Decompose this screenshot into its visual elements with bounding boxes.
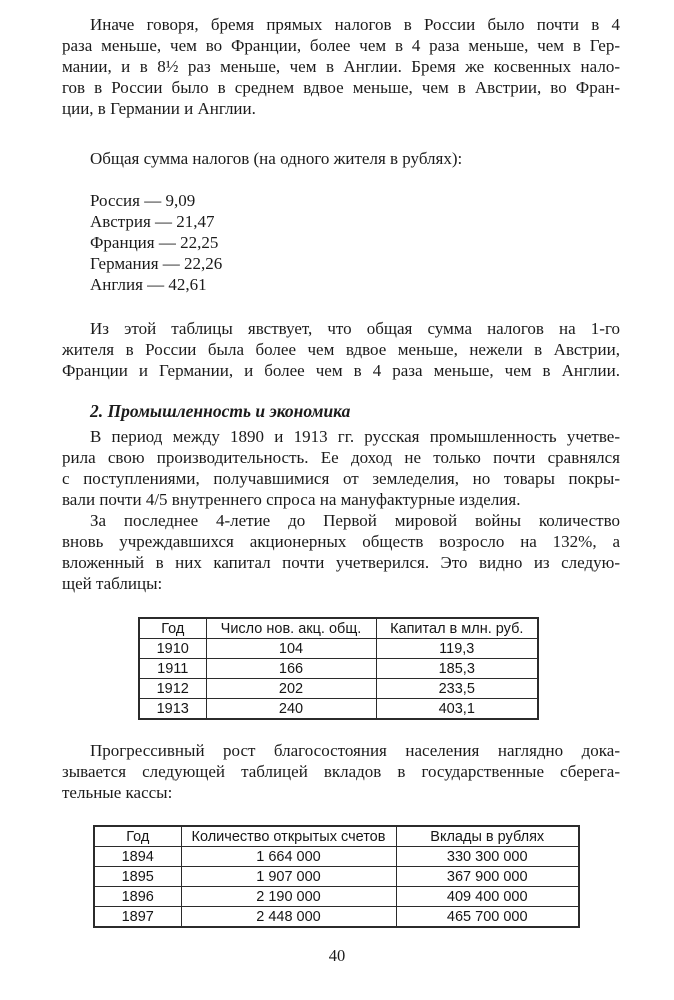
list-item-france: Франция — 22,25 xyxy=(90,233,219,252)
table-cell: 119,3 xyxy=(376,639,538,659)
table-row xyxy=(139,639,538,659)
table-row xyxy=(94,867,579,887)
text-line: гов в России было в среднем вдвое меньше, чем в Австрии, во Фран- xyxy=(62,78,620,97)
table-cell: 403,1 xyxy=(376,699,538,720)
list-item-austria: Австрия — 21,47 xyxy=(90,212,215,231)
paragraph-industry-growth xyxy=(62,426,620,510)
table-header-cell: Число нов. акц. общ. xyxy=(206,618,376,639)
table-cell: 409 400 000 xyxy=(396,887,579,907)
table-cell: 202 xyxy=(206,679,376,699)
text-line: Франции и Германии, и более чем в 4 раза меньше, чем в Англии. xyxy=(62,361,620,380)
text-line: зывается следующей таблицей вкладов в государственные сберега- xyxy=(62,762,620,781)
table-header-cell: Вклады в рублях xyxy=(396,826,579,847)
table-cell: 1897 xyxy=(94,907,181,928)
table-cell: 330 300 000 xyxy=(396,847,579,867)
table-header-cell: Количество открытых счетов xyxy=(181,826,396,847)
paragraph-tax-burden xyxy=(62,14,620,119)
text-line: ции, в Германии и Англии. xyxy=(62,99,256,118)
table-row xyxy=(139,659,538,679)
table-cell: 185,3 xyxy=(376,659,538,679)
text-line: За последнее 4-летие до Первой мировой войны количество xyxy=(90,511,620,530)
table-cell: 1912 xyxy=(139,679,206,699)
text-line: рила свою производительность. Ее доход не только почти сравнялся xyxy=(62,448,620,467)
tax-sum-intro xyxy=(62,148,620,169)
table-header-row xyxy=(139,618,538,639)
paragraph-savings-intro xyxy=(62,740,620,803)
text-line: вновь учреждавшихся акционерных обществ возросло на 132%, а xyxy=(62,532,620,551)
table-cell: 465 700 000 xyxy=(396,907,579,928)
table-cell: 2 448 000 xyxy=(181,907,396,928)
text-line: тельные кассы: xyxy=(62,783,173,802)
text-line: Из этой таблицы явствует, что общая сумма налогов на 1-го xyxy=(90,319,620,338)
text-line: В период между 1890 и 1913 гг. русская промышленность учетве- xyxy=(90,427,620,446)
table-cell: 1913 xyxy=(139,699,206,720)
table-cell: 1894 xyxy=(94,847,181,867)
text-line: мании, и в 8½ раз меньше, чем в Англии. Бремя же косвенных нало- xyxy=(62,57,620,76)
text-line: Иначе говоря, бремя прямых налогов в России было почти в 4 xyxy=(90,15,620,34)
text-line: жителя в России была более чем вдвое меньше, нежели в Австрии, xyxy=(62,340,620,359)
table-header-cell: Капитал в млн. руб. xyxy=(376,618,538,639)
table-cell: 104 xyxy=(206,639,376,659)
table-row xyxy=(94,887,579,907)
list-item-germany: Германия — 22,26 xyxy=(90,254,223,273)
page-number: 40 xyxy=(328,946,346,965)
list-item-england: Англия — 42,61 xyxy=(90,275,207,294)
table-header-row xyxy=(94,826,579,847)
table-cell: 2 190 000 xyxy=(181,887,396,907)
table-cell: 1911 xyxy=(139,659,206,679)
table-cell: 1 664 000 xyxy=(181,847,396,867)
table-row xyxy=(94,847,579,867)
text-line: вложенный в них капитал почти учетверился. Это видно из следую- xyxy=(62,553,620,572)
text-line: щей таблицы: xyxy=(62,574,163,593)
table-header-cell: Год xyxy=(139,618,206,639)
text-line: раза меньше, чем во Франции, более чем в 4 раза меньше, чем в Гер- xyxy=(62,36,620,55)
section-heading-text: 2. Промышленность и экономика xyxy=(90,401,351,421)
table-cell: 367 900 000 xyxy=(396,867,579,887)
text-line: Прогрессивный рост благосостояния населения наглядно дока- xyxy=(90,741,620,760)
table-cell: 1910 xyxy=(139,639,206,659)
table-row xyxy=(139,679,538,699)
table-cell: 166 xyxy=(206,659,376,679)
section-heading-industry xyxy=(62,400,620,422)
paragraph-joint-stock xyxy=(62,510,620,594)
text-line: вали почти 4/5 внутреннего спроса на мануфактурные изделия. xyxy=(62,490,521,509)
text-line: Общая сумма налогов (на одного жителя в рублях): xyxy=(90,149,463,168)
table-cell: 1896 xyxy=(94,887,181,907)
table-cell: 240 xyxy=(206,699,376,720)
table-cell: 233,5 xyxy=(376,679,538,699)
tax-sum-list xyxy=(62,190,620,295)
table-header-cell: Год xyxy=(94,826,181,847)
list-item-russia: Россия — 9,09 xyxy=(90,191,196,210)
table-row xyxy=(94,907,579,928)
savings-table xyxy=(93,825,580,928)
paragraph-tax-conclusion xyxy=(62,318,620,381)
table-cell: 1 907 000 xyxy=(181,867,396,887)
text-line: с поступлениями, получавшимися от земледелия, но товары покры- xyxy=(62,469,620,488)
table-row xyxy=(139,699,538,720)
table-cell: 1895 xyxy=(94,867,181,887)
companies-table xyxy=(138,617,539,720)
